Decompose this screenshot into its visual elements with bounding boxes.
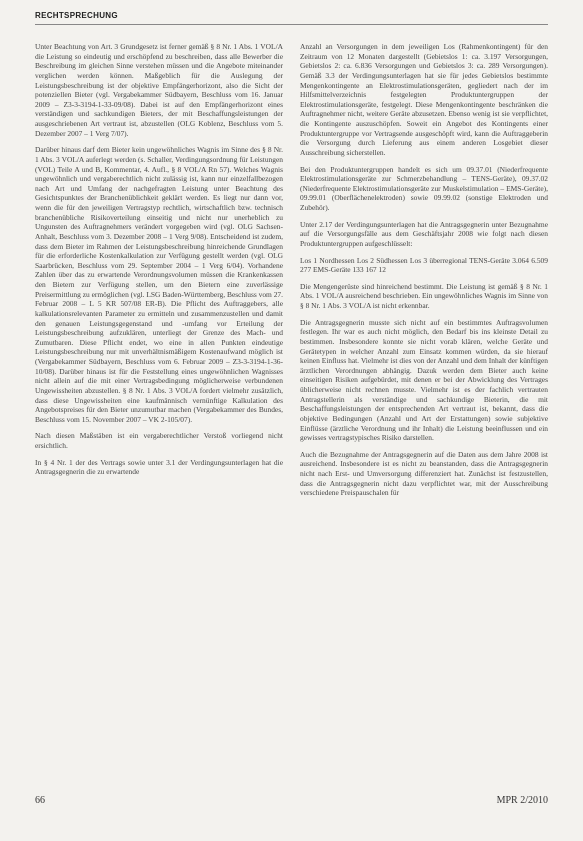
header-divider bbox=[35, 24, 548, 25]
lot-table-line: Los 1 Nordhessen Los 2 Südhessen Los 3 überregional TENS-Geräte 3.064 6.509 277 EMS-Geräte 133 167 12 bbox=[300, 255, 548, 275]
paragraph: Nach diesen Maßstäben ist ein vergaberechtlicher Verstoß vorliegend nicht ersichtlich. bbox=[35, 431, 283, 450]
paragraph: Darüber hinaus darf dem Bieter kein ungewöhnliches Wagnis im Sinne des § 8 Nr. 1 Abs. 3 VOL/A auferlegt werden (s. Schaller, Verdingungsordnung für Leistungen (VOL) Teile A und B, Kommentar, 4. Aufl., § 8 VOL/A Rn 57). Welches Wagnis ungewöhnlich und vergaberechtlich nicht zulässig ist, kann nur einzelfallbezogen nach Art und Umfang der nachgefragten Leistung unter Beachtung des Gesichtspunktes der Branchenüblichkeit geklärt werden. Es liegt nur dann vor, wenn die für den jeweiligen Vertragstyp rechtlich, wirtschaftlich bzw. technisch branchenübliche Risikoverteilung einseitig und nicht nur unerheblich zu Ungunsten des Auftragnehmers verändert vorgegeben wird (vgl. OLG Sachsen-Anhalt, Beschluss vom 3. Dezember 2008 – 1 Verg 9/08). Entscheidend ist zudem, dass dem Bieter im Rahmen der Leistungsbeschreibung hinreichende Grundlagen für die erforderliche Kostenkalkulation zur Verfügung gestellt werden (vgl. OLG Saarbrücken, Beschluss vom 29. September 2004 – 1 Verg 6/04). Vorhandene Zahlen über das zu erwartende Verordnungsvolumen müssen die Krankenkassen den Bietern zur Verfügung stellen, um den Bietern eine zuverlässige Preisermittlung zu ermöglichen (vgl. LSG Baden-Württemberg, Beschluss vom 27. Februar 2008 – L 5 KR 507/08 ER-B). Die Pflicht des Auftraggebers, alle kalkulationsrelevanten Parameter zu ermitteln und zusammenzustellen und damit den genauen Leistungsgegenstand und -umfang vor Erteilung der Leistungsbeschreibung aufzuklären, unterliegt der Grenze des Mach- und Zumutbaren. Diese Pflicht endet, wo eine in allen Punkten eindeutige Leistungsbeschreibung nur mit unverhältnismäßigem Kostenaufwand möglich ist (Vergabekammer Südbayern, Beschluss vom 6. Februar 2009 – Z3-3-3194-1-36-10/08). Darüber hinaus ist für die Feststellung eines ungewöhnlichen Wagnisses nicht allein auf die mit einer Vertragsbedingung möglicherweise verbundenen Ungewissheiten abzustellen. § 8 Nr. 1 Abs. 3 VOL/A fordert vielmehr zusätzlich, dass diese Ungewissheiten eine kaufmännisch vernünftige Kalkulation des Angebotspreises für den Bieter unzumutbar machen (Vergabekammer des Bundes, Beschluss vom 15. November 2007 – VK 2-105/07). bbox=[35, 145, 283, 424]
page-number: 66 bbox=[35, 795, 45, 806]
paragraph: Die Mengengerüste sind hinreichend bestimmt. Die Leistung ist gemäß § 8 Nr. 1 Abs. 1 VOL/A ausreichend beschrieben. Ein ungewöhnliches Wagnis im Sinne von § 8 Nr. 1 Abs. 3 VOL/A ist nicht erkennbar. bbox=[300, 281, 548, 310]
right-column bbox=[300, 42, 548, 505]
paragraph: Unter Beachtung von Art. 3 Grundgesetz ist ferner gemäß § 8 Nr. 1 Abs. 1 VOL/A die Leistung so eindeutig und erschöpfend zu beschreiben, dass alle Bewerber die Beschreibung im gleichen Sinne verstehen müssen und die Angebote miteinander verglichen werden können. Maßgeblich für die Auslegung der Leistungsbeschreibung ist der objektive Empfängerhorizont, also die Sicht der potenziellen Bieter (vgl. Vergabekammer Südbayern, Beschluss vom 16. Januar 2009 – Z3-3-3194-1-33-09/08). Dabei ist auf den Empfängerhorizont eines verständigen und sachkundigen Bieters, der mit Beschaffungsleistungen der ausgeschriebenen Art vertraut ist, abzustellen (OLG Koblenz, Beschluss vom 5. Dezember 2007 – 1 Verg 7/07). bbox=[35, 42, 283, 138]
header-section-label: RECHTSPRECHUNG bbox=[35, 11, 118, 20]
paragraph: Unter 2.17 der Verdingungsunterlagen hat die Antragsgegnerin unter Bezugnahme auf die Versorgungsfälle aus dem Geschäftsjahr 2008 wie folgt nach diesen Produktuntergruppen aufgeschlüsselt: bbox=[300, 219, 548, 248]
paragraph: Anzahl an Versorgungen in dem jeweiligen Los (Rahmenkontingent) für den Zeitraum von 12 Monaten dargestellt (Gebietslos 1: ca. 3.197 Versorgungen, Gebietslos 2: ca. 6.836 Versorgungen und Gebietslos 3: ca. 289 Versorgungen). Gemäß 3.3 der Verdingungsunterlagen hat sie für jedes Gebietslos bestimmte Mengenkontingente an Elektrostimulationsgeräten, gegliedert nach der im Hilfsmittelverzeichnis festgelegten Produktuntergruppen der Elektrostimulationsgeräte, festgelegt. Diese Mengenkontingente beschränken die Auftragnehmer nicht, weitere Geräte abzusetzen. Ebenso wenig ist sie verpflichtet, die Kontingente auszuschöpfen. Soweit ein Angebot des Kontingents einer Produktuntergruppe vor Vertragsende ausgeschöpft wird, kann die Auftraggeberin die Versorgung durch Lieferung aus einem anderen Losgebiet dieser Ausschreibung sicherstellen. bbox=[300, 42, 548, 157]
paragraph: In § 4 Nr. 1 der des Vertrags sowie unter 3.1 der Verdingungsunterlagen hat die Antragsgegnerin die zu erwartende bbox=[35, 457, 283, 477]
paragraph: Die Antragsgegnerin musste sich nicht auf ein bestimmtes Auftragsvolumen festlegen. Ihr war es auch nicht möglich, den Bedarf bis ins kleinste Detail zu bestimmen. Insbesondere konnte sie nicht vorab klären, welche Geräte und Gerätetypen in welcher Anzahl zum Einsatz kommen würden, da sie hierauf keinen Einfluss hat. Vielmehr ist dies von der Anzahl und dem Inhalt der künftigen ärztlichen Verordnungen abhängig. Dazuk werden dem Bieter auch keine einseitigen Risiken aufgebürdet, mit denen er bei der Abwicklung des Vertrages üblicherweise nicht rechnen musste. Vielmehr ist es der fachlich vertrauten Antragstellerin als verständige und sachkundige Bieterin, die mit Beschaffungsleistungen der entsprechenden Art vertraut ist, bekannt, dass die objektive Bedingungen (Anzahl und Art der Erstattungen) sowie subjektive Einflüsse (ärztliche Verordnung und ihr Inhalt) die Leistung beeinflussen und ein gewisses vertragstypisches Risiko darstellen. bbox=[300, 317, 548, 443]
paragraph: Bei den Produktuntergruppen handelt es sich um 09.37.01 (Niederfrequente Elektrostimulationsgeräte zur Schmerzbehandlung – TENS-Geräte), 09.37.02 (Niederfrequente Elektrostimulationsgeräte zur Muskelstimulation – EMS-Geräte), 09.99.01 (Oberflächenelektroden) sowie 09.99.02 (sonstige Elektroden und Zubehör). bbox=[300, 164, 548, 212]
paragraph: Auch die Bezugnahme der Antragsgegnerin auf die Daten aus dem Jahre 2008 ist ausreichend. Insbesondere ist es nicht zu beanstanden, dass die Antragsgegnerin nicht nach Erst- und Umversorgung differenziert hat. Zunächst ist festzustellen, dass die Antragsgegnerin nicht dazu verpflichtet war, mit der Ausschreibung verschiedene Preispauschalen für bbox=[300, 449, 548, 498]
left-column bbox=[35, 42, 283, 484]
journal-issue: MPR 2/2010 bbox=[496, 795, 548, 806]
